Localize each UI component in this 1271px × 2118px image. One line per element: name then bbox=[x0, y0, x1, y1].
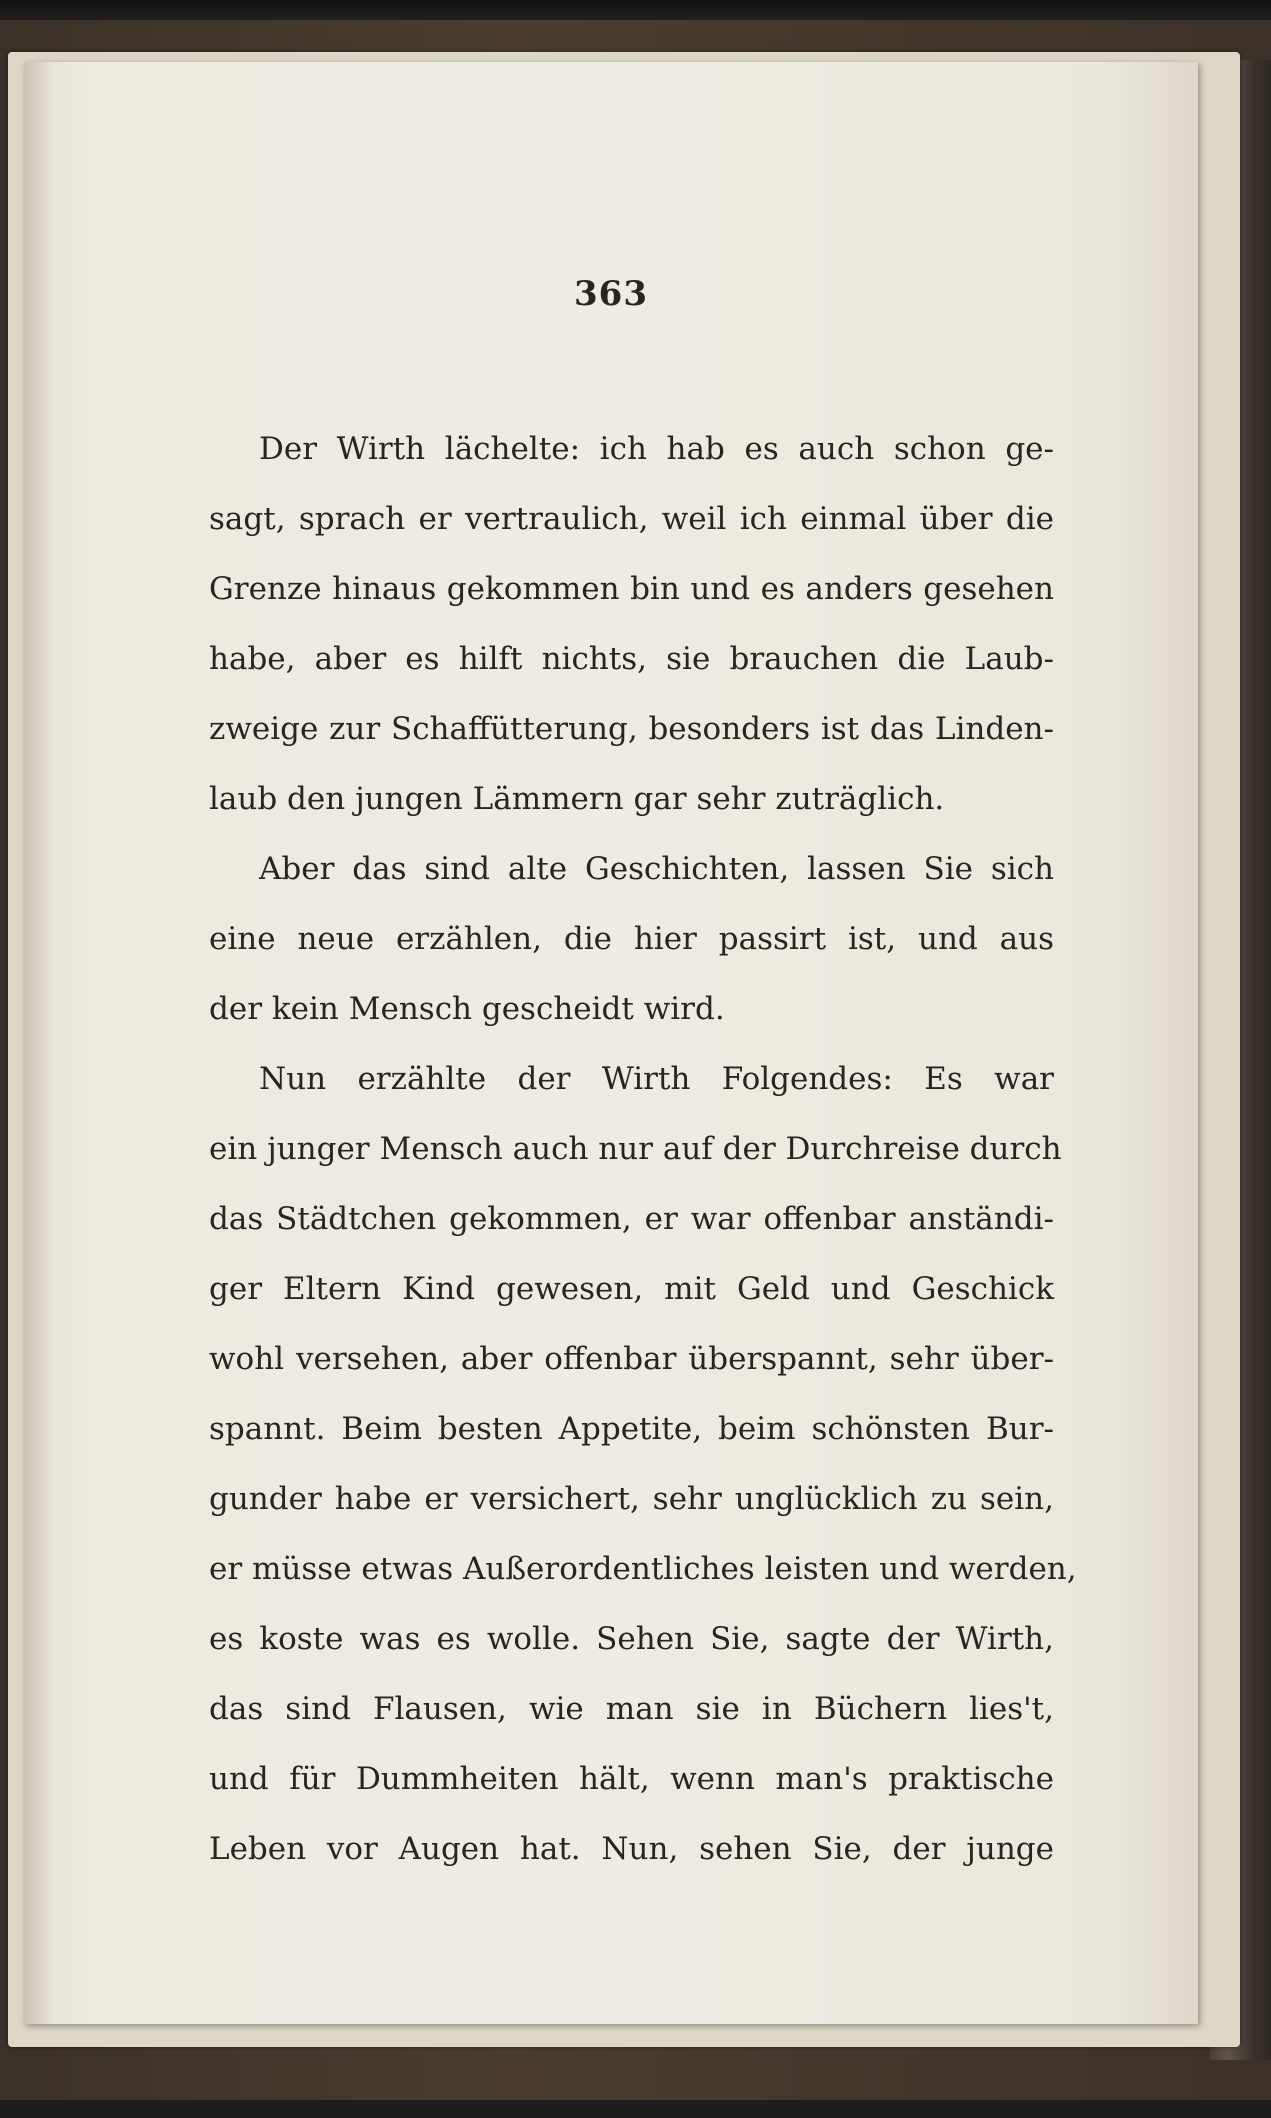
text-line: wohl versehen, aber offenbar überspannt, sehr über- bbox=[209, 1341, 1054, 1377]
text-line: zweige zur Schaffütterung, besonders ist das Linden- bbox=[209, 711, 1054, 747]
text-line: der kein Mensch gescheidt wird. bbox=[209, 991, 725, 1027]
text-line: und für Dummheiten hält, wenn man's praktische bbox=[209, 1761, 1054, 1797]
text-line: gunder habe er versichert, sehr unglücklich zu sein, bbox=[209, 1481, 1054, 1517]
text-line: es koste was es wolle. Sehen Sie, sagte der Wirth, bbox=[209, 1621, 1054, 1657]
gutter-shadow bbox=[24, 62, 54, 2024]
text-line: Der Wirth lächelte: ich hab es auch schon ge- bbox=[259, 431, 1054, 467]
text-line: Nun erzählte der Wirth Folgendes: Es war bbox=[259, 1061, 1054, 1097]
text-line: er müsse etwas Außerordentliches leisten und werden, bbox=[209, 1551, 1077, 1587]
text-line: sagt, sprach er vertraulich, weil ich einmal über die bbox=[209, 501, 1054, 537]
text-line: Aber das sind alte Geschichten, lassen Sie sich bbox=[259, 851, 1054, 887]
text-line: spannt. Beim besten Appetite, beim schönsten Bur- bbox=[209, 1411, 1054, 1447]
text-line: das sind Flausen, wie man sie in Büchern lies't, bbox=[209, 1691, 1054, 1727]
text-line: ein junger Mensch auch nur auf der Durchreise durch bbox=[209, 1131, 1062, 1167]
text-line: ger Eltern Kind gewesen, mit Geld und Geschick bbox=[209, 1271, 1054, 1307]
text-line: das Städtchen gekommen, er war offenbar anständi- bbox=[209, 1201, 1054, 1237]
text-line: eine neue erzählen, die hier passirt ist, und aus bbox=[209, 921, 1054, 957]
book-page bbox=[24, 62, 1198, 2024]
page-text bbox=[209, 414, 1077, 1884]
text-line: Leben vor Augen hat. Nun, sehen Sie, der junge bbox=[209, 1831, 1054, 1867]
page-number: 363 bbox=[574, 274, 648, 314]
text-line: habe, aber es hilft nichts, sie brauchen die Laub- bbox=[209, 641, 1054, 677]
text-line: Grenze hinaus gekommen bin und es anders gesehen bbox=[209, 571, 1054, 607]
text-line: laub den jungen Lämmern gar sehr zuträglich. bbox=[209, 781, 945, 817]
